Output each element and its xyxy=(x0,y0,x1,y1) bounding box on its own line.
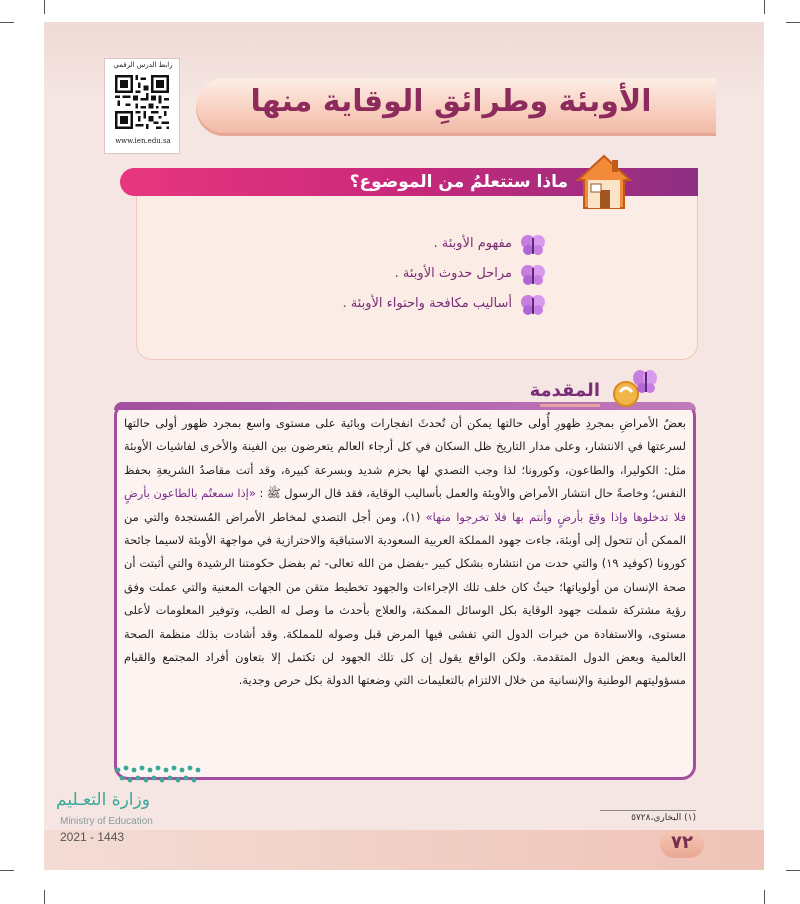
objective-text: مفهوم الأوبئة . xyxy=(433,236,512,251)
intro-butterfly-icon xyxy=(600,368,660,408)
introduction-heading: المقدمة xyxy=(529,380,600,401)
house-icon xyxy=(574,152,634,212)
ministry-english-name: Ministry of Education xyxy=(60,816,153,827)
ministry-dots-logo xyxy=(112,760,204,792)
crop-mark xyxy=(44,890,45,904)
crop-mark xyxy=(44,0,45,14)
introduction-paragraph xyxy=(124,412,686,693)
qr-label: رابط الدرس الرقمي xyxy=(113,61,173,69)
digital-lesson-qr[interactable] xyxy=(104,58,180,154)
qr-url[interactable]: www.ien.edu.sa xyxy=(115,137,171,145)
footnote-marker: (١) xyxy=(405,509,426,524)
ministry-logo xyxy=(56,760,206,850)
edition-year: 2021 - 1443 xyxy=(60,830,125,844)
page-number: ٧٢ xyxy=(671,832,693,853)
crop-mark xyxy=(0,870,14,871)
objective-text: مراحل حدوث الأوبئة . xyxy=(394,266,512,281)
crop-mark xyxy=(764,890,765,904)
objective-text: أساليب مكافحة واحتواء الأوبئة . xyxy=(342,296,512,311)
paragraph-text-part1: بعضُ الأمراضِ بمجردِ ظهورِ أُولى حالتها يمكن أن تُحدثَ انفجارات وبائية على مستوى واسع بمجرد ظهور أولى حالتها لسرعتها في الانتشار، وعلى مدار التاريخ ظل السكان في كل أرجاء العالم يتعرضون بين الفينة والأخرى لفاشيات الأوبئة مثل: الكوليرا، والطاعون، وكورونا؛ لذا وجب التصدي لها بحزم شديد وبسرعة كبيرة، وقد أتت مقاصدُ الشريعةِ بحفظ النفس؛ وخاصةً حال انتشار الأمراض والأوبئة والعمل بأساليب الوقاية، فقد قال الرسول ﷺ : xyxy=(124,416,687,501)
crop-mark xyxy=(0,22,14,23)
butterfly-icon xyxy=(520,264,546,286)
qr-code-icon xyxy=(115,75,169,129)
butterfly-icon xyxy=(520,294,546,316)
crop-mark xyxy=(786,22,800,23)
objective-item xyxy=(300,264,546,288)
hadith-quote: «إذا سمعتُم بالطاعون بأرضٍ فلا تدخلوها وإذا وقعَ بأرضٍ وأنتم بها فلا تخرجوا منها» xyxy=(124,486,686,524)
objective-item xyxy=(300,294,546,318)
objectives-heading: ماذا ستتعلمُ من الموضوع؟ xyxy=(349,172,568,192)
introduction-underline xyxy=(540,404,600,407)
crop-mark xyxy=(786,870,800,871)
ministry-arabic-name: وزارة التعـليم xyxy=(56,790,150,810)
crop-mark xyxy=(764,0,765,14)
objective-item xyxy=(300,234,546,258)
butterfly-icon xyxy=(520,234,546,256)
lesson-title: الأوبئة وطرائقِ الوقاية منها xyxy=(250,84,652,119)
footnote: (١) البخاري،٥٧٢٨ xyxy=(631,813,696,823)
paragraph-text-part2: ، ومن أجل التصدي لمخاطر الأمراض المُستجدة والتي من الممكن أن تتحول إلى أوبئة، جاءت جهود المملكة العربية السعودية الاستباقية والاحترازية في مواجهة الأوبئة لاسيما جائحة كورونا (كوفيد ١٩) والتي حدت من انتشاره بشكل كبير -بفضل من الله تعالى- ثم بفضل حكومتنا الرشيدة والتي أثبتت أن صحة الإنسان من أولوياتها؛ حيثُ كان خلف تلك الإجراءات والجهود تخطيط متقن من الجهات المعنية والتي عملت وفق رؤية مشتركة شملت جهود الوقاية بكل الوسائل الممكنة، والعلاج بأحدث ما وصل له الطب، وتوفير المعلومات لأعلى مستوى، والاستفادة من خبرات الدول التي تفشى فيها المرض قبل وصوله للمملكة. وقد أشادت بذلك منظمة الصحة العالمية وبعض الدول المتقدمة. ولكن الواقع يقول إن كل تلك الجهود لن تكتمل إلا بتعاون أفراد المجتمع والقيام مسؤوليتهم الوطنية والإنسانية من خلال الالتزام بالتعليمات التي وضعتها الدولة بكل حرص وجدية. xyxy=(124,509,687,688)
footnote-divider xyxy=(600,810,696,811)
